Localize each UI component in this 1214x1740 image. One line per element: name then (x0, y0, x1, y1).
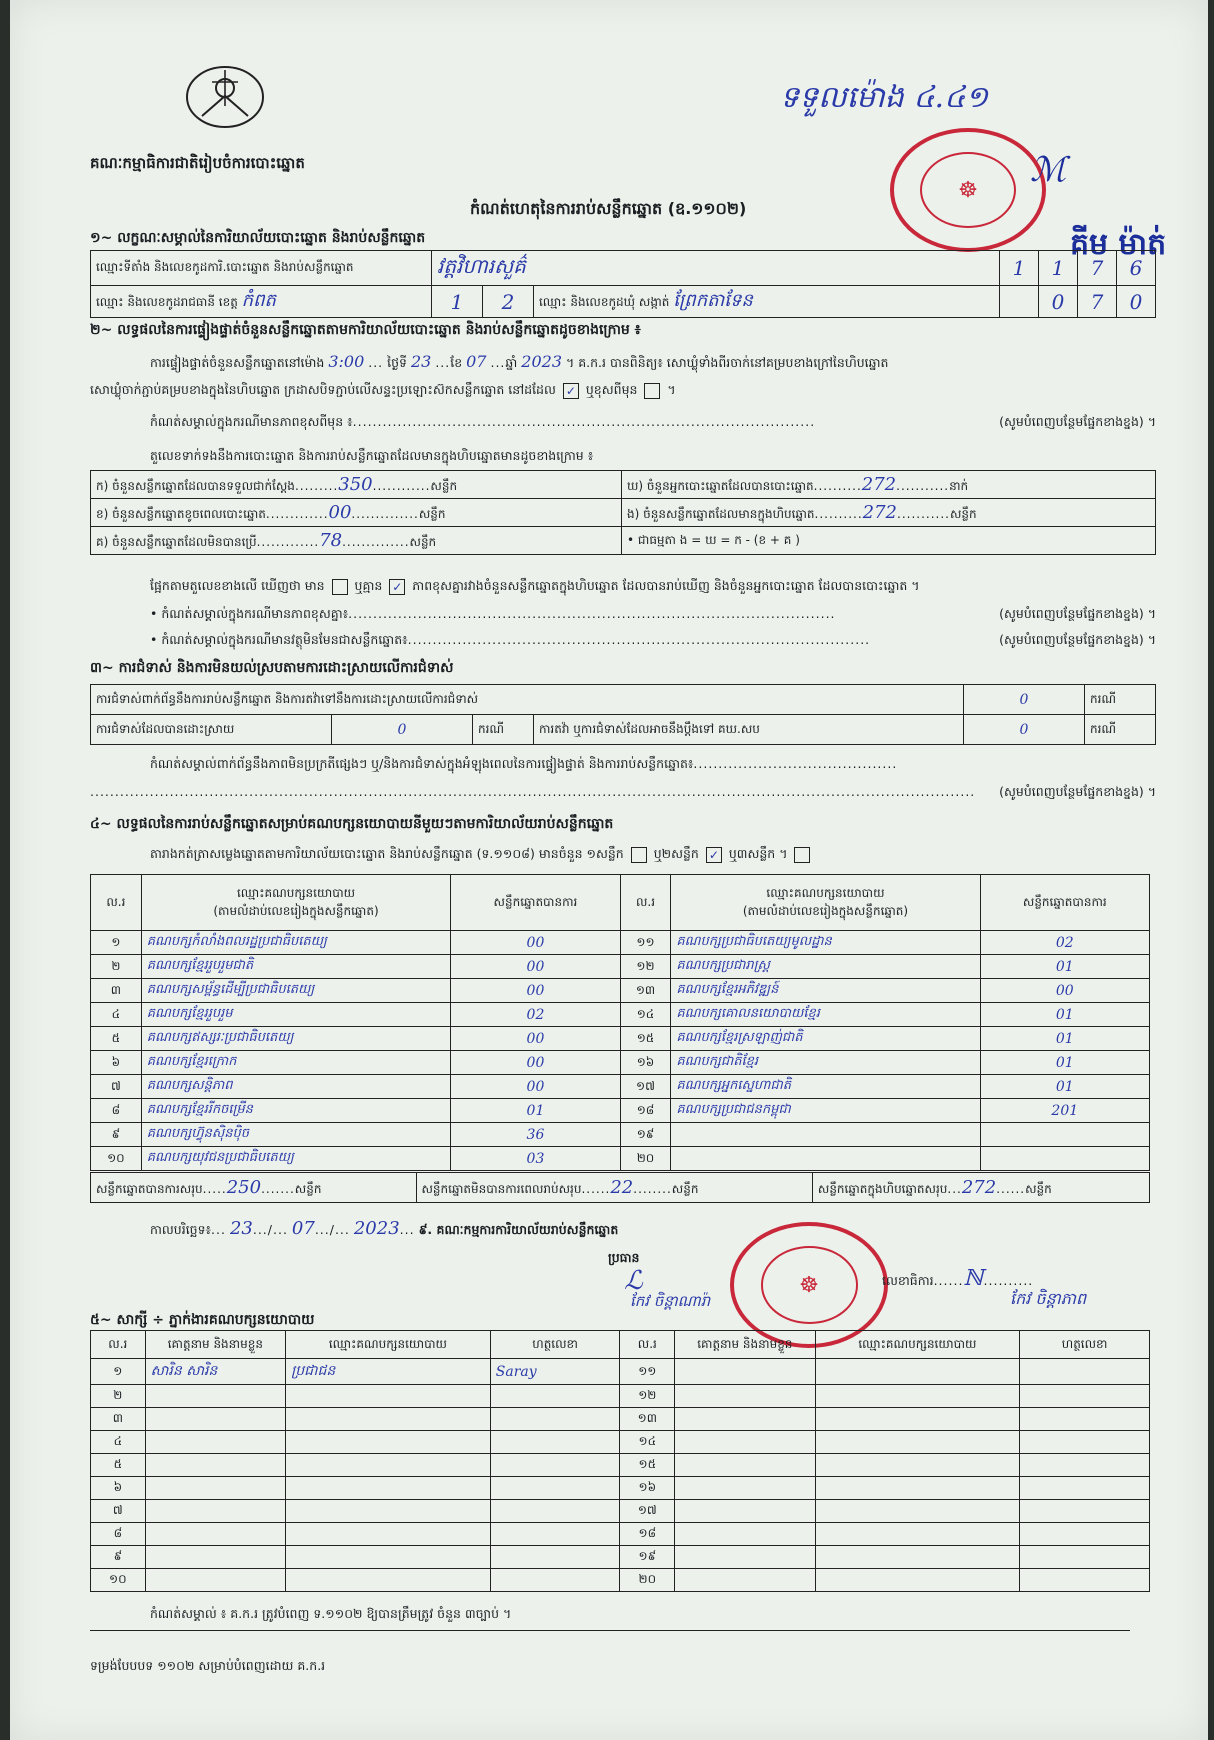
witness-name (675, 1500, 815, 1523)
witness-signature (1020, 1477, 1150, 1500)
witness-name (145, 1569, 285, 1592)
row-gha: ឃ) ចំនួនអ្នកបោះឆ្នោតដែលបានបោះឆ្នោត..........272...........នាក់ (622, 471, 1156, 499)
ko-value: 78 (319, 529, 343, 551)
witness-party (286, 1385, 491, 1408)
party-name: គណបក្សខ្មែររួបរួមជាតិ (141, 955, 451, 979)
figures-table (90, 470, 1156, 555)
valid-votes: 00 (451, 1075, 620, 1099)
witness-table: ល.រ គោត្តនាម និងនាមខ្លួន ឈ្មោះគណបក្សនយោបាយ ហត្ថលេខា ល.រ គោត្តនាម និងនាមខ្លួន ឈ្មោះគណបក្សនយោបាយ ហត្ថលេខា ១ សារិន សារិន ប្រជាជន Saray ១១ ២ ១២ ៣ ១៣ ៤ ១៤ ៥ ១៥ ៦ ១៦ ៧ ១៧ ៨ ១៨ ៩ ១៩ ១០ ២០ (90, 1330, 1150, 1592)
valid-votes: 201 (980, 1099, 1149, 1123)
forward-label: ការតវ៉ា ឬការជំទាស់ដែលអាចនឹងប្តឹងទៅ គឃ.សប (534, 715, 964, 745)
section2-heading: ២~ លទ្ធផលនៃការផ្ទៀងផ្ទាត់ចំនួនសន្លឹកឆ្នោតតាមការិយាល័យបោះឆ្នោត និងរាប់សន្លឹកឆ្នោតដូចខាងក្រោម ៖ (90, 322, 641, 338)
footer-note: កំណត់សម្គាល់ ៖ គ.ក.រ ត្រូវបំពេញ ទ.១១០២ ឱ្យបានត្រឹមត្រូវ ចំនួន ៣ច្បាប់ ។ (150, 1606, 512, 1621)
row-number: ១៤ (620, 1003, 671, 1027)
province-value: កំពត (241, 290, 276, 311)
row-number: ១ (91, 1359, 146, 1385)
witness-signature (1020, 1546, 1150, 1569)
row-number: ៥ (91, 1454, 146, 1477)
witness-party (286, 1569, 491, 1592)
valid-votes (980, 1123, 1149, 1147)
location-label: ឈ្មោះទីតាំង និងលេខកូដការិ.បោះឆ្នោត និងរាប់សន្លឹកឆ្នោត (91, 251, 432, 286)
row-number: ៥ (91, 1027, 142, 1051)
date-month: 07 (291, 1218, 315, 1239)
witness-signature (1020, 1454, 1150, 1477)
table-row (91, 1454, 1150, 1477)
row-number: ១៦ (620, 1477, 675, 1500)
valid-votes: 00 (451, 931, 620, 955)
witness-party (815, 1408, 1020, 1431)
witness-party (815, 1385, 1020, 1408)
row-number: ៦ (91, 1051, 142, 1075)
party-name: គណបក្សជាតិខ្មែរ (671, 1051, 980, 1075)
witness-party (815, 1523, 1020, 1546)
row-number: ១៧ (620, 1075, 671, 1099)
witness-party (815, 1500, 1020, 1523)
row-number: ១១ (620, 1359, 675, 1385)
witness-signature (1020, 1385, 1150, 1408)
row-number: ៦ (91, 1477, 146, 1500)
row-number: ៩ (91, 1123, 142, 1147)
party-name: គណបក្សឥស្សរៈប្រជាធិបតេយ្យ (141, 1027, 451, 1051)
table-row (91, 931, 1150, 955)
official-stamp-top: ☸ (890, 128, 1050, 248)
witness-party (815, 1359, 1020, 1385)
witness-signature (1020, 1431, 1150, 1454)
party-name: គណបក្សគោលនយោបាយខ្មែរ (671, 1003, 980, 1027)
section4-heading: ៤~ លទ្ធផលនៃការរាប់សន្លឹកឆ្នោតសម្រាប់គណបក្សនយោបាយនីមួយៗតាមការិយាល័យរាប់សន្លឹកឆ្នោត (90, 816, 614, 832)
form-reference: ទម្រង់បែបបទ ១១០២ សម្រាប់បំពេញដោយ គ.ក.រ (90, 1658, 326, 1673)
witness-signature (490, 1546, 620, 1569)
table-row (91, 979, 1150, 1003)
verify-line-2: សោឃ្លុំចាក់ភ្ជាប់គម្របខាងក្នុងនៃហិបឆ្នោត ក្រដាសបិទភ្ជាប់លើសន្ទះប្រឡោះស៊កសន្លឹកឆ្នោត នៅដដែល ✓ ឬខុសពីមុន ។ (90, 382, 676, 398)
irregularity-hint: .................................................................................................................................................................................. (សូមបំពេញបន្ថែមផ្នែកខាងខ្នង) ។ (90, 784, 1156, 799)
ka-value: 350 (338, 473, 373, 495)
table-row (91, 1003, 1150, 1027)
received-note: ទទួលម៉ោង ៤.៤១ (780, 80, 989, 115)
witness-signature (490, 1454, 620, 1477)
resolved-label: ការជំទាស់ដែលបានដោះស្រាយ (91, 715, 332, 745)
difference-line: ផ្អែកតាមតួលេខខាងលើ ឃើញថា មាន ឬគ្មាន ✓ ភាពខុសគ្នារវាងចំនួនសន្លឹកឆ្នោតក្នុងហិបឆ្នោត ដែលបានរាប់ឃើញ និងចំនួនអ្នកបោះឆ្នោត ដែលបានបោះឆ្នោត ។ (150, 578, 920, 594)
row-number: ១៨ (620, 1099, 671, 1123)
sheet-count-line: តារាងកត់ត្រាសម្លេងឆ្នោតតាមការិយាល័យបោះឆ្នោត និងរាប់សន្លឹកឆ្នោត (ទ.១១០៨) មានចំនួន ១សន្លឹក ឬ២សន្លឹក ✓ ឬ៣សន្លឹក ។ (150, 846, 813, 865)
row-number: ៧ (91, 1075, 142, 1099)
witness-name (675, 1359, 815, 1385)
location-code-2: 1 (1039, 251, 1078, 286)
section3-heading: ៣~ ការជំទាស់ និងការមិនយល់ស្របតាមការដោះស្រាយលើការជំទាស់ (90, 660, 454, 676)
table-row (91, 1075, 1150, 1099)
valid-votes: 00 (451, 1051, 620, 1075)
witness-party (286, 1546, 491, 1569)
witness-name (145, 1500, 285, 1523)
commune-code-2: 7 (1078, 286, 1117, 318)
handwritten-name: គីម ម៉ាត់ (1070, 227, 1167, 262)
party-name: គណបក្សខ្មែររីកចម្រើន (141, 1099, 451, 1123)
witness-name (675, 1408, 815, 1431)
table-row (91, 1477, 1150, 1500)
table-row (91, 1123, 1150, 1147)
table-row (91, 1385, 1150, 1408)
witness-signature (490, 1408, 620, 1431)
party-name: គណបក្សសម្ព័ន្ធដើម្បីប្រជាធិបតេយ្យ (141, 979, 451, 1003)
irregularity-note: កំណត់សម្គាល់ពាក់ព័ន្ធនឹងភាពមិនប្រក្រតីផ្សេងៗ ឬ/និងការជំទាស់ក្នុងអំឡុងពេលនៃការផ្ទៀងផ្ទាត់ និងការរាប់សន្លឹកឆ្នោត៖......................................... (150, 756, 898, 771)
party-name: គណបក្សប្រជាធិបតេយ្យមូលដ្ឋាន (671, 931, 980, 955)
party-name: គណបក្សអ្នកស្នេហាជាតិ (671, 1075, 980, 1099)
table-row (91, 1147, 1150, 1171)
complaints-table: ការជំទាស់ពាក់ព័ន្ធនឹងការរាប់សន្លឹកឆ្នោត និងការតវ៉ាទៅនឹងការដោះស្រាយលើការជំទាស់ 0 ករណី ការជំទាស់ដែលបានដោះស្រាយ 0 ករណី ការតវ៉ា ឬការជំទាស់ដែលអាចនឹងប្តឹងទៅ គឃ.សប 0 ករណី (90, 684, 1156, 745)
witness-signature (1020, 1569, 1150, 1592)
date-year: 2023 (353, 1218, 400, 1239)
chair-signature: ℒ (624, 1266, 643, 1296)
row-number: ១១ (620, 931, 671, 955)
table-row (91, 1408, 1150, 1431)
party-name: គណបក្សហ៊្វុនស៊ិនប៉ិច (141, 1123, 451, 1147)
one-sheet-checkbox[interactable] (631, 847, 647, 863)
complaint-label: ការជំទាស់ពាក់ព័ន្ធនឹងការរាប់សន្លឹកឆ្នោត និងការតវ៉ាទៅនឹងការដោះស្រាយលើការជំទាស់ (91, 685, 964, 715)
party-name (671, 1147, 980, 1171)
secretary-line: លេខាធិការ......ℕ.......... (882, 1266, 1034, 1291)
total-invalid: សន្លឹកឆ្នោតមិនបានការពេលរាប់សរុប......22........សន្លឹក (416, 1173, 812, 1203)
row-number: ២០ (620, 1147, 671, 1171)
forward-value: 0 (964, 715, 1085, 745)
witness-signature (1020, 1523, 1150, 1546)
witness-party (815, 1454, 1020, 1477)
signature-top: ℳ (1030, 150, 1067, 190)
row-number: ៧ (91, 1500, 146, 1523)
change-note-line: កំណត់សម្គាល់ក្នុងករណីមានភាពខុសពីមុន ៖............................................................................................. (សូមបំពេញបន្ថែមផ្នែកខាងខ្នង) ។ (150, 414, 1156, 429)
row-number: ២០ (620, 1569, 675, 1592)
nga-value: 272 (862, 501, 898, 523)
verify-year: 2023 (521, 352, 562, 371)
changed-checkbox[interactable] (644, 383, 660, 399)
results-table: ល.រ ឈ្មោះគណបក្សនយោបាយ (តាមលំដាប់លេខរៀងក្នុងសន្លឹកឆ្នោត) សន្លឹកឆ្នោតបានការ ល.រ ឈ្មោះគណបក្សនយោបាយ (តាមលំដាប់លេខរៀងក្នុងសន្លឹកឆ្នោត) សន្លឹកឆ្នោតបានការ ១ គណបក្សកំលាំងពលរដ្ឋប្រជាធិបតេយ្យ 00 ១១ គណបក្សប្រជាធិបតេយ្យមូលដ្ឋាន 02 ២ គណបក្សខ្មែររួបរួមជាតិ 00 ១២ គណបក្សប្រជារាស្ត្រ 01 ៣ គណបក្សសម្ព័ន្ធដើម្បីប្រជាធិបតេយ្យ 00 ១៣ គណបក្សខ្មែរអភិវឌ្ឍន៍ 00 ៤ គណបក្សខ្មែររួបរួម 02 ១៤ គណបក្សគោលនយោបាយខ្មែរ 01 ៥ គណបក្សឥស្សរៈប្រជាធិបតេយ្យ 00 ១៥ គណបក្សខ្មែរស្រឡាញ់ជាតិ 01 ៦ គណបក្សខ្មែរក្រោក 00 ១៦ គណបក្សជាតិខ្មែរ 01 ៧ គណបក្សសន្តិភាព 00 ១៧ គណបក្សអ្នកស្នេហាជាតិ 01 ៨ គណបក្សខ្មែររីកចម្រើន 01 ១៨ គណបក្សប្រជាជនកម្ពុជា 201 ៩ គណបក្សហ៊្វុនស៊ិនប៉ិច 36 ១៩ ១០ គណបក្សយុវជនប្រជាធិបតេយ្យ 03 ២០ (90, 874, 1150, 1171)
valid-votes: 01 (451, 1099, 620, 1123)
table-row (91, 1431, 1150, 1454)
witness-party (815, 1431, 1020, 1454)
totals-table (90, 1172, 1150, 1203)
section5-heading: ៥~ សាក្សី ÷ ភ្នាក់ងារគណបក្សនយោបាយ (90, 1312, 315, 1328)
valid-votes: 02 (451, 1003, 620, 1027)
witness-party (815, 1546, 1020, 1569)
valid-votes: 03 (451, 1147, 620, 1171)
verify-month: 07 (466, 352, 487, 371)
verify-line-1: ការផ្ទៀងផ្ទាត់ចំនួនសន្លឹកឆ្នោតនៅម៉ោង 3:00 ... ថ្ងៃទី 23 ...ខែ 07 ...ឆ្នាំ 2023 ។ គ.ក.រ បានពិនិត្យ៖ សោឃ្លុំទាំងពីរចាក់នៅគម្របខាងក្រៅនៃហិបឆ្នោត (150, 352, 889, 371)
row-number: ១៥ (620, 1454, 675, 1477)
witness-name (145, 1523, 285, 1546)
row-number: ២ (91, 1385, 146, 1408)
location-value: វត្តវិហារសួគ៌ (432, 251, 1000, 286)
row-number: ១៦ (620, 1051, 671, 1075)
witness-name (675, 1385, 815, 1408)
witness-signature (1020, 1359, 1150, 1385)
valid-votes: 02 (980, 931, 1149, 955)
total-valid: សន្លឹកឆ្នោតបានការសរុប.....250.......សន្លឹក (91, 1173, 417, 1203)
row-number: ១០ (91, 1569, 146, 1592)
row-number: ១៣ (620, 1408, 675, 1431)
location-code-4: 6 (1117, 251, 1156, 286)
witness-signature (490, 1477, 620, 1500)
party-name: គណបក្សប្រជាជនកម្ពុជា (671, 1099, 980, 1123)
table-row (91, 1027, 1150, 1051)
row-number: ៣ (91, 979, 142, 1003)
witness-name (675, 1523, 815, 1546)
witness-name (145, 1477, 285, 1500)
witness-name (145, 1454, 285, 1477)
row-number: ១៩ (620, 1546, 675, 1569)
row-number: ១៤ (620, 1431, 675, 1454)
section1-heading: ១~ លក្ខណៈសម្គាល់នៃការិយាល័យបោះឆ្នោត និងរាប់សន្លឹកឆ្នោត (90, 230, 426, 246)
commune-value: ព្រែកតាទែន (673, 290, 753, 311)
kha-value: 00 (328, 501, 352, 523)
table-row (91, 1546, 1150, 1569)
valid-votes: 00 (980, 979, 1149, 1003)
row-nga: ង) ចំនួនសន្លឹកឆ្នោតដែលមានក្នុងហិបឆ្នោត..........272...........សន្លឹក (622, 499, 1156, 527)
witness-signature (490, 1500, 620, 1523)
witness-name (675, 1454, 815, 1477)
date-line: កាលបរិច្ឆេទ៖... 23.../... 07.../... 2023... ៩. គណៈកម្មការការិយាល័យរាប់សន្លឹកឆ្នោត (150, 1218, 619, 1239)
location-code-3: 7 (1078, 251, 1117, 286)
row-number: ៤ (91, 1431, 146, 1454)
row-ka: ក) ចំនួនសន្លឹកឆ្នោតដែលបានទទួលជាក់ស្តែង.........350............សន្លឹក (91, 471, 622, 499)
table-row (91, 1500, 1150, 1523)
witness-party (815, 1569, 1020, 1592)
witness-name: សារិន សារិន (145, 1359, 285, 1385)
identity-table (90, 250, 1156, 318)
ballot-count-form (10, 0, 1208, 1740)
secretary-name: កែវ ចិន្តាភាព (1010, 1289, 1087, 1308)
party-name: គណបក្សសន្តិភាព (141, 1075, 451, 1099)
commune-label: ឈ្មោះ និងលេខកូដឃុំ សង្កាត់ ព្រែកតាទែន (534, 286, 1000, 318)
valid-votes: 01 (980, 1003, 1149, 1027)
witness-party (286, 1523, 491, 1546)
party-name: គណបក្សប្រជារាស្ត្រ (671, 955, 980, 979)
commune-code-1: 0 (1039, 286, 1078, 318)
witness-party (286, 1431, 491, 1454)
row-number: ១៥ (620, 1027, 671, 1051)
valid-votes: 01 (980, 1027, 1149, 1051)
witness-signature (1020, 1408, 1150, 1431)
row-kha: ខ) ចំនួនសន្លឹកឆ្នោតខូចពេលបោះឆ្នោត.............00..............សន្លឹក (91, 499, 622, 527)
witness-name (145, 1408, 285, 1431)
witness-signature (490, 1385, 620, 1408)
witness-party (286, 1408, 491, 1431)
row-number: ២ (91, 955, 142, 979)
verify-day: 23 (410, 352, 432, 371)
province-label: ឈ្មោះ និងលេខកូដរាជធានី ខេត្ត កំពត (91, 286, 432, 318)
row-number: ១៣ (620, 979, 671, 1003)
witness-name (675, 1431, 815, 1454)
no-difference-checkbox[interactable]: ✓ (389, 579, 405, 595)
nec-emblem (182, 62, 268, 132)
table-row (91, 1523, 1150, 1546)
witness-name (145, 1546, 285, 1569)
witness-name (145, 1431, 285, 1454)
party-name: គណបក្សខ្មែររួបរួម (141, 1003, 451, 1027)
row-number: ១២ (620, 955, 671, 979)
witness-signature (490, 1569, 620, 1592)
row-number: ៩ (91, 1546, 146, 1569)
figures-intro: តួលេខទាក់ទងនឹងការបោះឆ្នោត និងការរាប់សន្លឹកឆ្នោតដែលមានក្នុងហិបឆ្នោតមានដូចខាងក្រោម ៖ (150, 448, 594, 463)
party-name: គណបក្សខ្មែរស្រឡាញ់ជាតិ (671, 1027, 980, 1051)
witness-party (286, 1477, 491, 1500)
date-day: 23 (229, 1218, 253, 1239)
party-name: គណបក្សខ្មែរអភិវឌ្ឍន៍ (671, 979, 980, 1003)
commune-code-3: 0 (1117, 286, 1156, 318)
row-number: ៣ (91, 1408, 146, 1431)
table-row (91, 1569, 1150, 1592)
formula: • ជាធម្មតា ង = ឃ = ក - (ខ + គ ) (622, 527, 1156, 555)
location-code-1: 1 (1000, 251, 1039, 286)
party-name: គណបក្សខ្មែរក្រោក (141, 1051, 451, 1075)
witness-party (815, 1477, 1020, 1500)
chair-name: កែវ ចិន្តាណារ៉ា (630, 1292, 711, 1310)
official-stamp-bottom: ☸ (730, 1222, 888, 1348)
province-code-1: 1 (432, 286, 483, 318)
witness-name (675, 1546, 815, 1569)
witness-name (675, 1569, 815, 1592)
witness-name (675, 1477, 815, 1500)
table-row (91, 1359, 1150, 1385)
valid-votes: 01 (980, 955, 1149, 979)
witness-signature: Saray (490, 1359, 620, 1385)
witness-party: ប្រជាជន (286, 1359, 491, 1385)
two-sheets-checkbox[interactable]: ✓ (706, 847, 722, 863)
row-number: ១២ (620, 1385, 675, 1408)
party-name: គណបក្សកំលាំងពលរដ្ឋប្រជាធិបតេយ្យ (141, 931, 451, 955)
valid-votes (980, 1147, 1149, 1171)
row-number: ១៩ (620, 1123, 671, 1147)
chair-label: ប្រធាន (608, 1250, 640, 1265)
unchanged-checkbox[interactable]: ✓ (563, 383, 579, 399)
witness-name (145, 1385, 285, 1408)
valid-votes: 01 (980, 1051, 1149, 1075)
table-row (91, 1099, 1150, 1123)
valid-votes: 01 (980, 1075, 1149, 1099)
nonballot-note: • កំណត់សម្គាល់ក្នុងករណីមានវត្ថុមិនមែនជាសន្លឹកឆ្នោត៖............................................................................................. (សូមបំពេញបន្ថែមផ្នែកខាងខ្នង) ។ (150, 632, 1156, 647)
witness-party (286, 1454, 491, 1477)
difference-note: • កំណត់សម្គាល់ក្នុងករណីមានភាពខុសគ្នា៖.................................................................................................. (សូមបំពេញបន្ថែមផ្នែកខាងខ្នង) ។ (150, 606, 1156, 621)
witness-signature (490, 1431, 620, 1454)
table-row (91, 1051, 1150, 1075)
row-number: ៨ (91, 1099, 142, 1123)
has-difference-checkbox[interactable] (332, 579, 348, 595)
party-name: គណបក្សយុវជនប្រជាធិបតេយ្យ (141, 1147, 451, 1171)
province-code-2: 2 (483, 286, 534, 318)
resolved-value: 0 (332, 715, 473, 745)
row-number: ១ (91, 931, 142, 955)
valid-votes: 00 (451, 1027, 620, 1051)
verify-time: 3:00 (328, 352, 365, 371)
witness-signature (1020, 1500, 1150, 1523)
footer-rule (90, 1630, 1130, 1631)
row-ko: គ) ចំនួនសន្លឹកឆ្នោតដែលមិនបានប្រើ.............78..............សន្លឹក (91, 527, 622, 555)
row-number: ១៧ (620, 1500, 675, 1523)
row-number: ១៨ (620, 1523, 675, 1546)
row-number: ១០ (91, 1147, 142, 1171)
org-name: គណៈកម្មាធិការជាតិរៀបចំការបោះឆ្នោត (90, 154, 305, 172)
three-sheets-checkbox[interactable] (794, 847, 810, 863)
row-number: ៨ (91, 1523, 146, 1546)
valid-votes: 00 (451, 955, 620, 979)
complaint-value: 0 (964, 685, 1085, 715)
valid-votes: 36 (451, 1123, 620, 1147)
witness-party (286, 1500, 491, 1523)
gha-value: 272 (861, 473, 897, 495)
valid-votes: 00 (451, 979, 620, 1003)
table-row (91, 955, 1150, 979)
total-box: សន្លឹកឆ្នោតក្នុងហិបឆ្នោតសរុប...272......សន្លឹក (812, 1173, 1149, 1203)
form-title: កំណត់ហេតុនៃការរាប់សន្លឹកឆ្នោត (ឧ.១១០២) (470, 199, 747, 218)
witness-signature (490, 1523, 620, 1546)
party-name (671, 1123, 980, 1147)
row-number: ៤ (91, 1003, 142, 1027)
